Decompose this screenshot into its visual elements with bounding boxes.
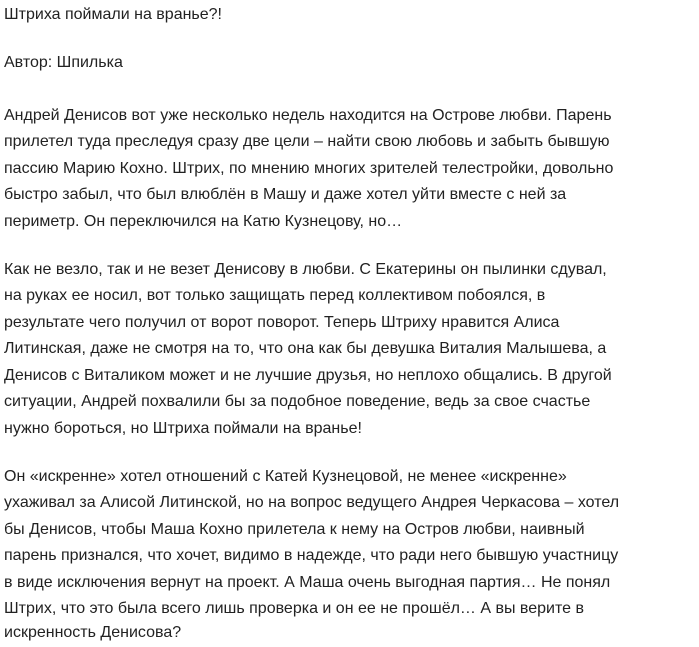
paragraph-1-line-4: быстро забыл, что был влюблён в Машу и даже хотел уйти вместе с ней за xyxy=(4,186,567,203)
paragraph-3-line-5: в виде исключения вернут на проект. А Маша очень выгодная партия… Не понял xyxy=(4,574,611,591)
paragraph-3-line-4: парень признался, что хочет, видимо в надежде, что ради него бывшую участницу xyxy=(4,547,619,564)
article-title: Штриха поймали на вранье?! xyxy=(4,6,222,23)
paragraph-2-line-1: Как не везло, так и не везет Денисову в любви. С Екатерины он пылинки сдувал, xyxy=(4,261,607,278)
paragraph-2-line-7: нужно бороться, но Штриха поймали на вранье! xyxy=(4,420,362,437)
paragraph-1-line-5: периметр. Он переключился на Катю Кузнецову, но… xyxy=(4,213,403,230)
paragraph-2-line-6: ситуации, Андрей похвалили бы за подобное поведение, ведь за свое счастье xyxy=(4,393,591,410)
paragraph-3-line-2: ухаживал за Алисой Литинской, но на вопрос ведущего Андрея Черкасова – хотел xyxy=(4,494,620,511)
paragraph-2-line-5: Денисов с Виталиком может и не лучшие друзья, но неплохо общались. В другой xyxy=(4,367,612,384)
paragraph-3-line-6: Штрих, что это была всего лишь проверка и он ее не прошёл… А вы верите в xyxy=(4,600,584,617)
paragraph-2-line-4: Литинская, даже не смотря на то, что она как бы девушка Виталия Малышева, а xyxy=(4,340,607,357)
paragraph-3-line-7: искренность Денисова? xyxy=(4,624,182,641)
article-author: Автор: Шпилька xyxy=(4,54,123,71)
paragraph-1-line-3: пассию Марию Кохно. Штрих, по мнению многих зрителей телестройки, довольно xyxy=(4,160,614,177)
paragraph-3-line-1: Он «искренне» хотел отношений с Катей Кузнецовой, не менее «искренне» xyxy=(4,468,567,485)
paragraph-1-line-1: Андрей Денисов вот уже несколько недель находится на Острове любви. Парень xyxy=(4,107,612,124)
paragraph-2-line-3: результате чего получил от ворот поворот. Теперь Штриху нравится Алиса xyxy=(4,314,560,331)
paragraph-3-line-3: бы Денисов, чтобы Маша Кохно прилетела к нему на Остров любви, наивный xyxy=(4,521,585,538)
paragraph-2-line-2: на руках ее носил, вот только защищать перед коллективом побоялся, в xyxy=(4,287,546,304)
paragraph-1-line-2: прилетел туда преследуя сразу две цели – найти свою любовь и забыть бывшую xyxy=(4,133,610,150)
